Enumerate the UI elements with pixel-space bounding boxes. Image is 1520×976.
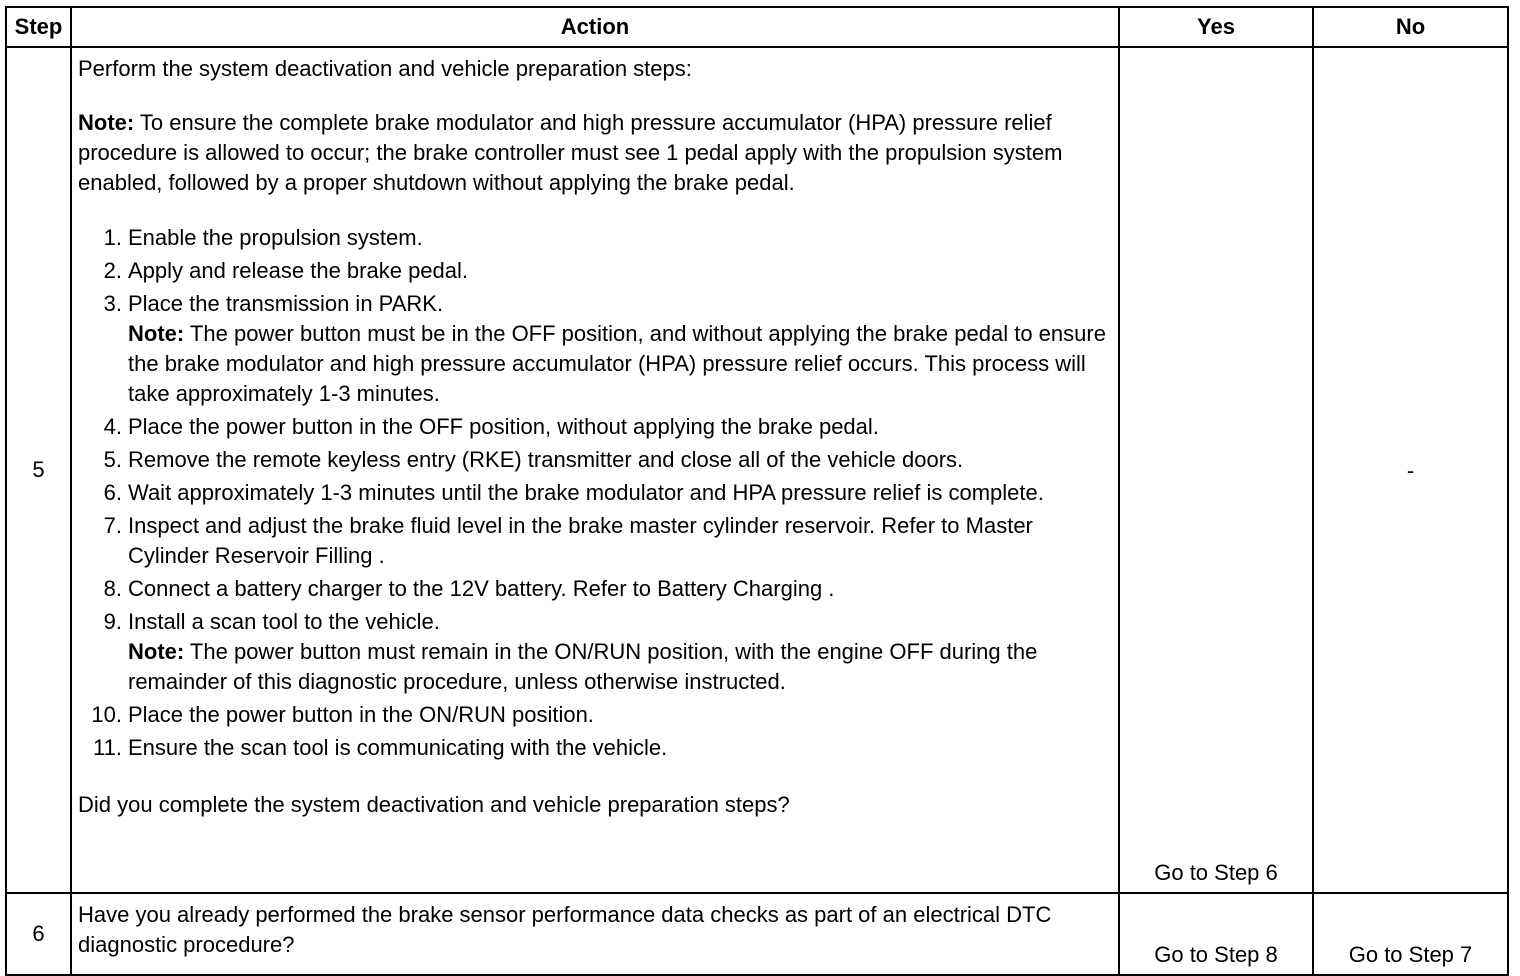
list-item — [78, 412, 1112, 442]
note-text: The power button must be in the OFF position, and without applying the brake pedal to ensure the brake modulator and high pressure accumulator (HPA) pressure relief occurs. This process will take approximately 1-3 minutes. — [128, 321, 1106, 406]
list-item — [78, 607, 1112, 697]
list-item — [78, 289, 1112, 409]
note-text: To ensure the complete brake modulator and high pressure accumulator (HPA) pressure relief procedure is allowed to occur; the brake controller must see 1 pedal apply with the propulsion system enabled, followed by a proper shutdown without applying the brake pedal. — [78, 110, 1063, 195]
header-yes: Yes — [1119, 7, 1313, 47]
step-text: Apply and release the brake pedal. — [128, 258, 469, 283]
step-text: Wait approximately 1-3 minutes until the brake modulator and HPA pressure relief is complete. — [128, 480, 1044, 505]
list-item — [78, 700, 1112, 730]
step-number: 6 — [6, 893, 71, 975]
step-text: Install a scan tool to the vehicle. — [128, 609, 440, 634]
step-text: Place the power button in the ON/RUN position. — [128, 702, 594, 727]
list-item — [78, 511, 1112, 571]
procedure-steps — [78, 223, 1112, 763]
list-item — [78, 223, 1112, 253]
step-num: 7. — [103, 513, 122, 538]
table-row — [6, 47, 1508, 893]
note-label: Note: — [128, 639, 185, 664]
list-item — [78, 478, 1112, 508]
step-num: 9. — [103, 609, 122, 634]
question-text: Have you already performed the brake sensor performance data checks as part of an electrical DTC diagnostic procedure? — [71, 893, 1119, 975]
list-item — [78, 256, 1112, 286]
step-text: Enable the propulsion system. — [128, 225, 423, 250]
step-text: Place the transmission in PARK. — [128, 291, 444, 316]
action-cell — [71, 47, 1119, 893]
step-num: 10. — [91, 702, 122, 727]
header-row — [6, 7, 1508, 47]
step-text: Connect a battery charger to the 12V battery. Refer to Battery Charging . — [128, 576, 835, 601]
step-text: Remove the remote keyless entry (RKE) transmitter and close all of the vehicle doors. — [128, 447, 964, 472]
procedure-table — [5, 6, 1509, 976]
step-num: 4. — [103, 414, 122, 439]
step-text: Ensure the scan tool is communicating with the vehicle. — [128, 735, 668, 760]
header-no: No — [1313, 7, 1508, 47]
no-link[interactable]: Go to Step 7 — [1313, 893, 1508, 975]
step-body — [128, 289, 1112, 409]
step-num: 8. — [103, 576, 122, 601]
step-num: 2. — [103, 258, 122, 283]
step-num: 3. — [103, 291, 122, 316]
note-text: The power button must remain in the ON/RUN position, with the engine OFF during the remainder of this diagnostic procedure, unless otherwise instructed. — [128, 639, 1038, 694]
note-label: Note: — [78, 110, 135, 135]
yes-link[interactable]: Go to Step 6 — [1119, 47, 1313, 893]
list-item — [78, 445, 1112, 475]
no-value: - — [1313, 47, 1508, 893]
yes-link[interactable]: Go to Step 8 — [1119, 893, 1313, 975]
step-num: 5. — [103, 447, 122, 472]
step-text: Inspect and adjust the brake fluid level in the brake master cylinder reservoir. Refer to Master Cylinder Reservoir Filling . — [128, 513, 1033, 568]
list-item — [78, 574, 1112, 604]
step-num: 6. — [103, 480, 122, 505]
step-body — [128, 607, 1112, 697]
intro-text: Perform the system deactivation and vehicle preparation steps: — [78, 56, 692, 81]
step-number: 5 — [6, 47, 71, 893]
header-step: Step — [6, 7, 71, 47]
note-label: Note: — [128, 321, 185, 346]
question-text: Did you complete the system deactivation and vehicle preparation steps? — [78, 792, 790, 817]
table-row — [6, 893, 1508, 975]
note-paragraph — [78, 108, 1112, 198]
list-item — [78, 733, 1112, 763]
step-num: 1. — [103, 225, 122, 250]
header-action: Action — [71, 7, 1119, 47]
step-text: Place the power button in the OFF position, without applying the brake pedal. — [128, 414, 879, 439]
step-num: 11. — [93, 735, 122, 760]
